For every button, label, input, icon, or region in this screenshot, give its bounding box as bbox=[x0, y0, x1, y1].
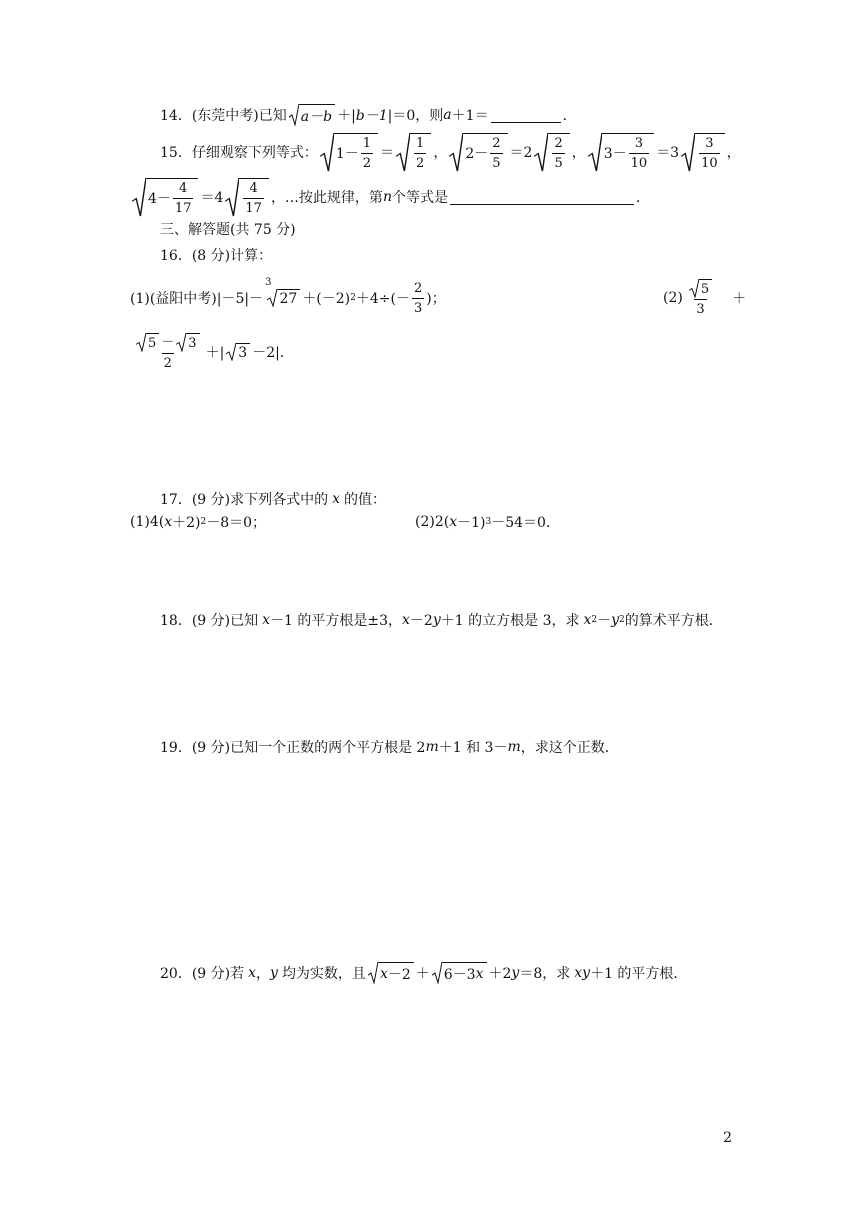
question-16-part-2: (2) $\frac{5}{3}$ ＋ bbox=[663, 276, 746, 320]
sqrt-expression: 3－ $\frac{3}{10}$ bbox=[588, 133, 654, 172]
sqrt-expression: $\frac{4}{17}$ bbox=[225, 178, 269, 217]
question-16-part-1: (1)(益阳中考)|－5|－ 3 27 ＋(－2) 2 ＋4÷(－ $\frac{2}{3}$ )； bbox=[130, 277, 446, 316]
sqrt-expression: a－b bbox=[289, 104, 335, 126]
sqrt-expression: $\frac{2}{5}$ bbox=[534, 133, 569, 172]
radical-sign-icon bbox=[289, 104, 299, 126]
question-number: 14． bbox=[160, 108, 192, 124]
sqrt-expression: 2－ $\frac{2}{5}$ bbox=[449, 133, 507, 172]
question-text: 仔细观察下列等式： bbox=[191, 145, 318, 161]
sqrt-expression: 3 bbox=[226, 343, 250, 361]
question-17: 17．(9 分)求下列各式中的 x 的值： bbox=[160, 491, 387, 508]
radical-sign-icon bbox=[267, 289, 277, 307]
question-18: 18．(9 分)已知 x －1 的平方根是±3， x －2 y ＋1 的立方根是 3，求 x 2 － y 2 的算术平方根． bbox=[160, 612, 723, 629]
sqrt-expression: 6－3 x bbox=[432, 962, 487, 984]
question-15-continued: 4－ $\frac{4}{17}$ ＝4 $\frac{4}{17}$ ，…按此规律，第 n 个等式是 ． bbox=[130, 175, 650, 219]
fraction: 5 － 3 2 bbox=[132, 333, 204, 372]
fraction: $\frac{5}{3}$ bbox=[685, 279, 716, 318]
sqrt-expression: $\frac{1}{2}$ bbox=[396, 133, 431, 172]
sqrt-expression: 1－ $\frac{1}{2}$ bbox=[320, 133, 378, 172]
section-heading: 三、解答题(共 75 分) bbox=[160, 222, 296, 238]
answer-blank[interactable] bbox=[450, 190, 634, 205]
answer-blank[interactable] bbox=[491, 108, 561, 123]
fraction: $\frac{2}{3}$ bbox=[414, 280, 423, 316]
question-20: 20．(9 分)若 x ， y 均为实数，且 x －2 ＋ 6－3 x ＋2 y ＝8，求 xy ＋1 的平方根． bbox=[160, 962, 687, 984]
question-15: 15． 仔细观察下列等式： 1－ $\frac{1}{2}$ ＝ $\frac{1}{2}$ ， 2－ $\frac{2}{5}$ ＝2 $\frac{2}{5}$ ， 3－ $\frac{3}{10}$ ＝3 $\frac{3}{10}$ ， bbox=[160, 130, 741, 174]
question-16: 16．(8 分)计算： bbox=[160, 248, 273, 264]
sqrt-expression: x －2 bbox=[368, 962, 414, 984]
question-text: (东莞中考)已知 bbox=[191, 108, 287, 124]
question-16-part-2-continued: 5 － 3 2 ＋| 3 －2|． bbox=[130, 330, 294, 374]
question-17-part-1: (1)4( x ＋2) 2 －8＝0； bbox=[130, 514, 267, 531]
page-number: 2 bbox=[723, 1130, 732, 1146]
question-19: 19．(9 分)已知一个正数的两个平方根是 2 m ＋1 和 3－ m ，求这个正数． bbox=[160, 739, 619, 756]
question-14: 14． (东莞中考)已知 a－b ＋| b－1 |＝0，则 a ＋1＝ ． bbox=[160, 104, 577, 126]
question-17-part-2: (2)2( x －1) 3 －54＝0． bbox=[415, 514, 560, 531]
question-number: 15． bbox=[160, 145, 192, 161]
cube-root-expression: 3 27 bbox=[265, 289, 300, 307]
sqrt-expression: 4－ $\frac{4}{17}$ bbox=[132, 178, 198, 217]
sqrt-expression: $\frac{3}{10}$ bbox=[681, 133, 725, 172]
